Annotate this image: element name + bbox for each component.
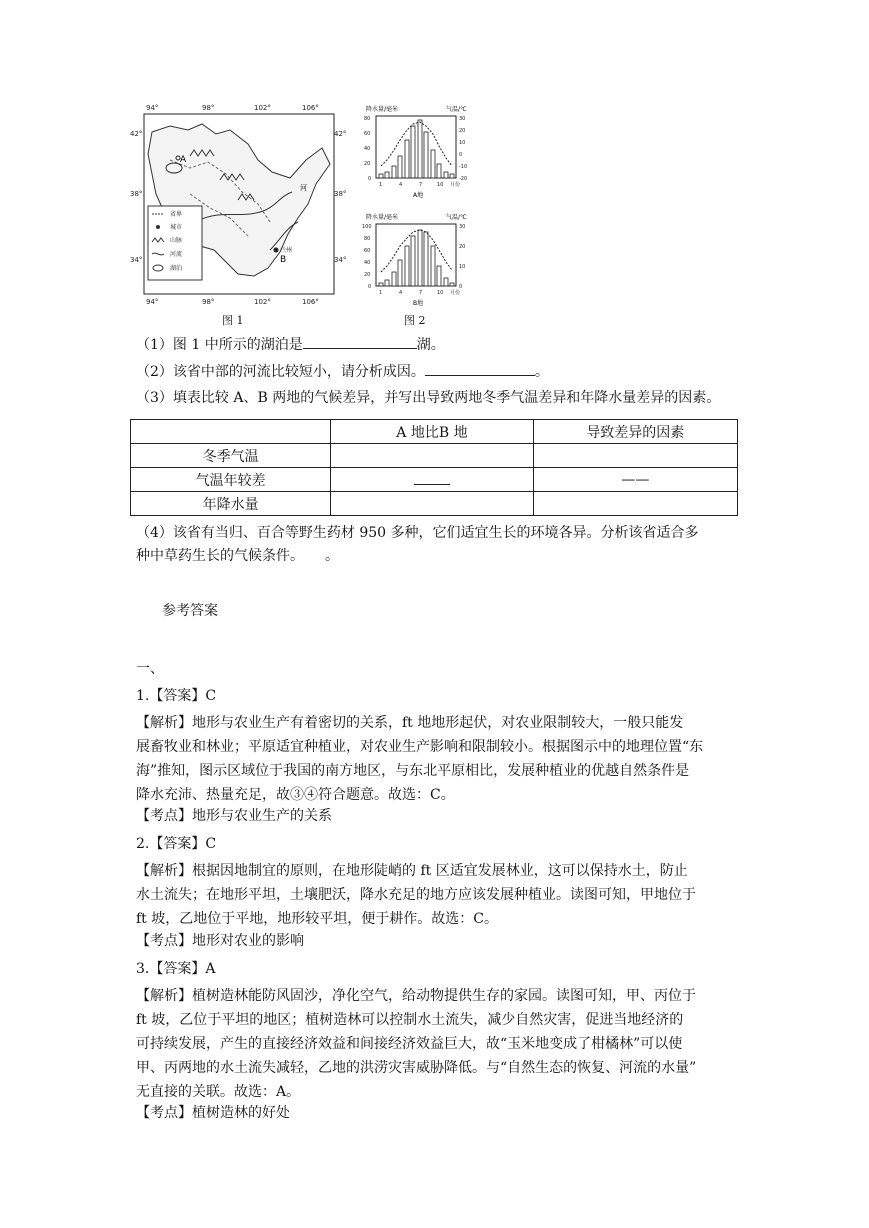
table-row: [131, 492, 738, 516]
answer-2: 2.【答案】C: [136, 836, 217, 852]
keypoint-2: 【考点】地形对农业的影响: [136, 933, 304, 949]
month-label: 月份: [450, 290, 461, 296]
keypoint-1: 【考点】地形与农业生产的关系: [136, 808, 332, 824]
answer-blank[interactable]: [425, 361, 535, 376]
answer-blank: [414, 470, 450, 485]
analysis-line: 无直接的关联。故选：A。: [136, 1084, 301, 1100]
left-tick: 80: [364, 116, 371, 122]
lon-tick: 94°: [146, 298, 159, 306]
lat-tick: 34°: [130, 256, 143, 264]
right-tick: 0: [459, 152, 463, 158]
answer-3: 3.【答案】A: [136, 961, 216, 977]
right-tick: 10: [459, 264, 466, 270]
left-tick: 20: [364, 272, 371, 278]
left-tick: 40: [364, 146, 371, 152]
left-tick: 0: [368, 176, 372, 182]
analysis-line: 【解析】根据因地制宜的原则，在地形陡峭的 ft 区适宜发展林业，这可以保持水土，防止: [136, 863, 688, 879]
legend-label: 城市: [170, 224, 183, 231]
table-row: [131, 468, 738, 492]
left-axis-label: 降水量/毫米: [366, 214, 399, 221]
lon-tick: 94°: [146, 104, 159, 112]
left-tick: 60: [364, 248, 371, 254]
month-tick: 4: [399, 182, 403, 188]
question-2-text: （2）该省中部的河流比较短小，请分析成因。: [136, 364, 425, 380]
figure-1: [130, 100, 345, 330]
legend-label: 湖泊: [170, 265, 183, 272]
answer-1: 1.【答案】C: [136, 688, 217, 704]
table-header-cell: [131, 420, 331, 444]
question-3: （3）填表比较 A、B 两地的气候差异，并写出导致两地冬季气温差异和年降水量差异的因素。: [136, 390, 721, 406]
analysis-line: 水土流失；在地形平坦，土壤肥沃，降水充足的地方应该发展种植业。读图可知，甲地位于: [136, 887, 696, 903]
analysis-2: [136, 859, 756, 931]
answers-heading: 参考答案: [162, 603, 218, 619]
analysis-3: [136, 984, 756, 1104]
table-answer-cell[interactable]: [331, 492, 533, 516]
analysis-line: 甲、丙两地的水土流失减轻，乙地的洪涝灾害威胁降低。与“自然生态的恢复、河流的水量”: [136, 1060, 697, 1076]
lon-tick: 102°: [254, 104, 271, 112]
comparison-table: [130, 419, 738, 516]
question-4-line-1: （4）该省有当归、百合等野生药材 950 多种，它们适宜生长的环境各异。分析该省适合多: [136, 525, 699, 541]
left-tick: 100: [362, 224, 372, 230]
figure-2-caption: 图 2: [404, 314, 426, 327]
station-label: B地: [413, 300, 424, 307]
analysis-line: 海”推知，图示区域位于我国的南方地区，与东北平原相比，发展种植业的优越自然条件是: [136, 763, 690, 779]
month-label: 月份: [450, 182, 461, 188]
left-tick: 0: [368, 284, 372, 290]
analysis-line: 展畜牧业和林业；平原适宜种植业，对农业生产影响和限制较小。根据图示中的地理位置“东: [136, 739, 704, 755]
legend-label: 山脉: [170, 237, 183, 244]
table-answer-cell[interactable]: [533, 444, 737, 468]
table-row-label: 气温年较差: [131, 468, 331, 492]
right-tick: 30: [459, 224, 466, 230]
month-tick: 7: [419, 182, 423, 188]
table-answer-cell[interactable]: [533, 492, 737, 516]
legend-label: 河流: [170, 251, 183, 258]
table-row-label: 冬季气温: [131, 444, 331, 468]
table-answer-cell: ——: [533, 468, 737, 492]
analysis-1: [136, 711, 756, 807]
analysis-line: 【解析】植树造林能防风固沙，净化空气，给动物提供生存的家园。读图可知，甲、丙位于: [136, 988, 696, 1004]
analysis-line: 【解析】地形与农业生产有着密切的关系，ft 地地形起伏，对农业限制较大，一般只能发: [136, 715, 684, 731]
analysis-line: 可持续发展，产生的直接经济效益和间接经济效益巨大，故“玉米地变成了柑橘林”可以使: [136, 1036, 683, 1052]
month-tick: 4: [399, 290, 403, 296]
lon-tick: 106°: [302, 104, 319, 112]
right-axis-label: 气温/℃: [446, 106, 467, 113]
lon-tick: 106°: [302, 298, 319, 306]
left-axis-label: 降水量/毫米: [366, 106, 399, 113]
keypoint-3: 【考点】植树造林的好处: [136, 1105, 290, 1121]
table-header-cell: 导致差异的因素: [533, 420, 737, 444]
month-tick: 10: [437, 290, 444, 296]
climate-chart-b: [358, 210, 483, 314]
lat-tick: 42°: [130, 130, 143, 138]
question-2-suffix: 。: [534, 364, 549, 380]
right-tick: -20: [459, 176, 468, 182]
lat-tick: 38°: [334, 190, 347, 198]
lat-tick: 38°: [130, 190, 143, 198]
section-label: 一、: [136, 661, 164, 677]
figure-2: [358, 102, 483, 328]
analysis-line: ft 坡，乙位于平坦的地区；植树造林可以控制水土流失，减少自然灾害，促进当地经济的: [136, 1012, 684, 1028]
left-tick: 20: [364, 161, 371, 167]
figure-1-caption: 图 1: [222, 314, 244, 327]
question-1: [136, 334, 445, 355]
analysis-line: ft 坡，乙地位于平地，地形较平坦，便于耕作。故选：C。: [136, 911, 498, 927]
table-answer-cell[interactable]: [331, 468, 533, 492]
right-tick: 20: [459, 128, 466, 134]
left-tick: 80: [364, 236, 371, 242]
right-tick: 10: [459, 140, 466, 146]
table-row-label: 年降水量: [131, 492, 331, 516]
station-label: A地: [413, 192, 424, 199]
right-tick: 20: [459, 244, 466, 250]
province-map: [130, 100, 345, 310]
month-tick: 7: [419, 290, 423, 296]
map-label-lanzhou: 兰州: [280, 247, 293, 254]
table-header-cell: A 地比B 地: [331, 420, 533, 444]
question-1-text: （1）图 1 中所示的湖泊是: [136, 337, 303, 353]
map-label-a: A: [180, 155, 187, 165]
table-header-row: [131, 420, 738, 444]
left-tick: 40: [364, 260, 371, 266]
legend-label: 省界: [170, 211, 183, 218]
lon-tick: 102°: [254, 298, 271, 306]
month-tick: 10: [437, 182, 444, 188]
lat-tick: 42°: [334, 130, 347, 138]
right-tick: 30: [459, 116, 466, 122]
question-1-suffix: 湖。: [416, 337, 445, 353]
right-tick: -10: [459, 164, 468, 170]
right-tick: 0: [459, 284, 463, 290]
question-2: [136, 361, 549, 382]
question-4-line-2: 种中草药生长的气候条件。 。: [136, 548, 339, 564]
lat-tick: 34°: [334, 256, 347, 264]
month-tick: 1: [379, 290, 383, 296]
lon-tick: 98°: [202, 104, 215, 112]
map-label-river: 河: [300, 184, 307, 192]
analysis-line: 降水充沛、热量充足，故③④符合题意。故选：C。: [136, 787, 455, 803]
left-tick: 60: [364, 131, 371, 137]
answer-blank[interactable]: [303, 334, 417, 349]
table-answer-cell[interactable]: [331, 444, 533, 468]
right-axis-label: 气温/℃: [446, 214, 467, 221]
month-tick: 1: [379, 182, 383, 188]
climate-chart-a: [358, 102, 483, 202]
table-row: [131, 444, 738, 468]
lon-tick: 98°: [202, 298, 215, 306]
map-label-b: B: [280, 255, 287, 265]
